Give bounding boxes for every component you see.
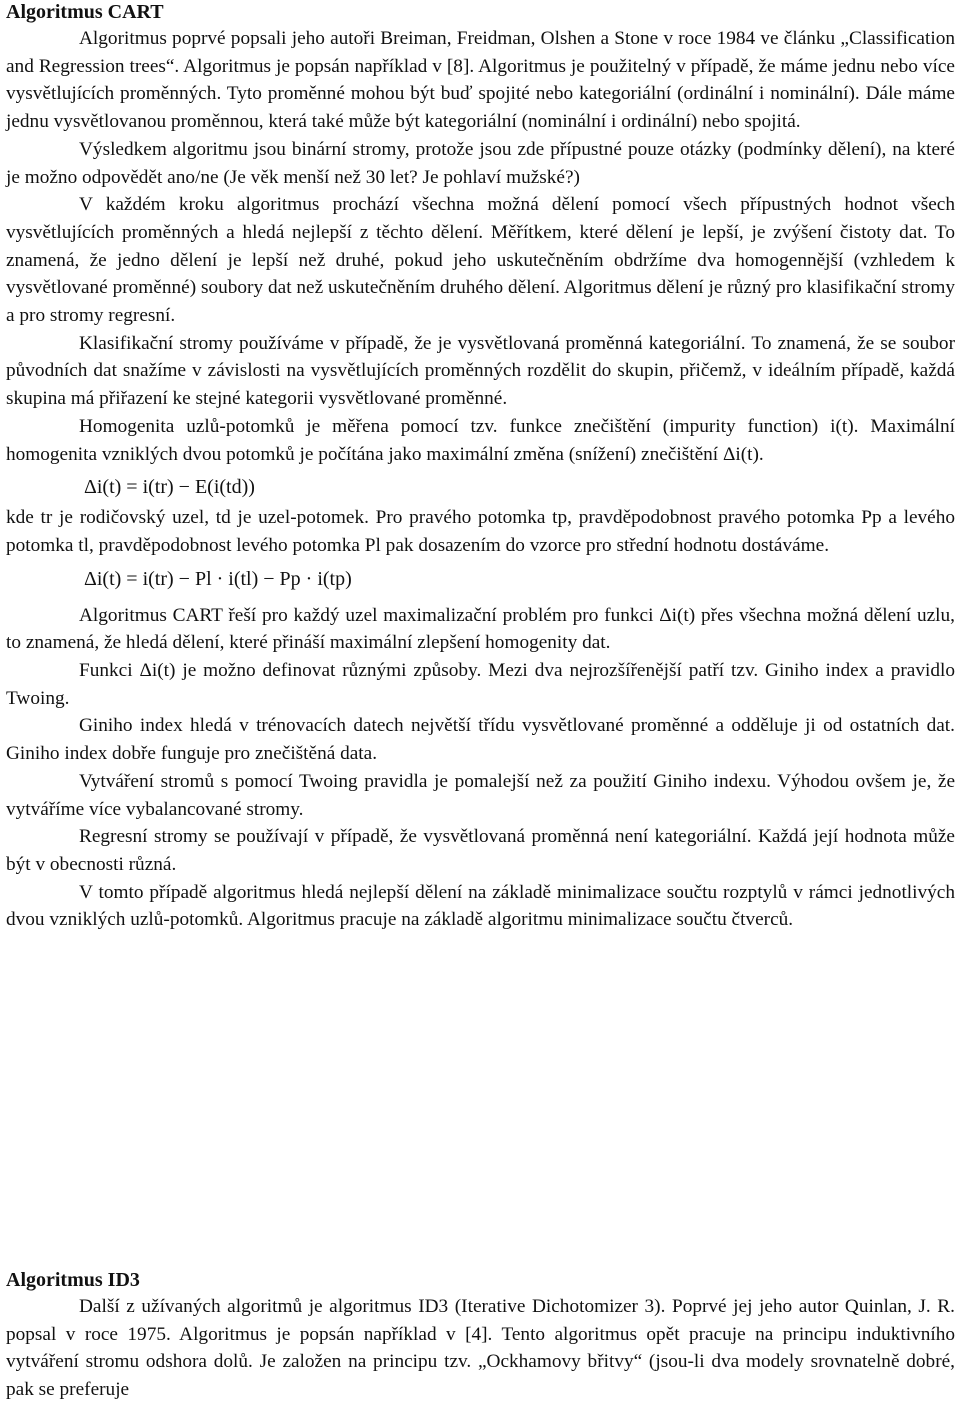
section-cart [6,0,955,934]
paragraph: Vytváření stromů s pomocí Twoing pravidla je pomalejší než za použití Giniho indexu. Výhodou ovšem je, že vytváříme více vybalancované stromy. [6,770,955,820]
formula-delta-impurity: Δi(t) = i(tr) − E(i(td)) [84,476,255,499]
paragraph: V tomto případě algoritmus hledá nejlepší dělení na základě minimalizace součtu rozptylů v rámci jednotlivých dvou vzniklých uzlů-potomků. Algoritmus pracuje na základě algoritmu minimalizace součtu čtverců. [6,881,955,931]
paragraph: Algoritmus CART řeší pro každý uzel maximalizační problém pro funkci Δi(t) přes všechna možná dělení uzlu, to znamená, že hledá dělení, které přináší maximální zlepšení homogenity dat. [6,604,955,654]
paragraph: Klasifikační stromy používáme v případě, že je vysvětlovaná proměnná kategoriální. To znamená, že se soubor původních dat snažíme v závislosti na vysvětlujících proměnných rozdělit do skupin, přičemž, v ideálním případě, každá skupina má přiřazení ke stejné kategorii vysvětlované proměnné. [6,332,955,410]
formula-delta-impurity-expanded: Δi(t) = i(tr) − Pl · i(tl) − Pp · i(tp) [84,567,352,590]
paragraph: Výsledkem algoritmu jsou binární stromy, protože jsou zde přípustné pouze otázky (podmínky dělení), na které je možno odpovědět ano/ne (Je věk menší než 30 let? Je pohlaví mužské?) [6,138,955,188]
paragraph: Giniho index hledá v trénovacích datech největší třídu vysvětlované proměnné a odděluje ji od ostatních dat. Giniho index dobře funguje pro znečištěná data. [6,715,955,765]
paragraph: V každém kroku algoritmus prochází všechna možná dělení pomocí všech přípustných hodnot všech vysvětlujících proměnných a hledá nejlepší z těchto dělení. Měřítkem, které dělení je lepší, je zvýšení čistoty dat. To znamená, že jedno dělení je lepší než druhé, pokud jeho uskutečněním obdržíme dva homogennější (vzhledem k vysvětlované proměnné) soubory dat než uskutečněním druhého dělení. Algoritmus dělení je různý pro klasifikační stromy a pro stromy regresní. [6,194,955,327]
section-title: Algoritmus ID3 [6,1269,140,1291]
paragraph: Funkci Δi(t) je možno definovat různými způsoby. Mezi dva nejrozšířenější patří tzv. Giniho index a pravidlo Twoing. [6,660,955,709]
section-id3 [6,1267,955,1404]
paragraph: kde tr je rodičovský uzel, td je uzel-potomek. Pro pravého potomka tp, pravděpodobnost pravého potomka Pp a levého potomka tl, pravděpodobnost levého potomka Pl pak dosazením do vzorce pro střední hodnotu dostáváme. [6,507,955,556]
paragraph: Homogenita uzlů-potomků je měřena pomocí tzv. funkce znečištění (impurity function) i(t). Maximální homogenita vzniklých dvou potomků je počítána jako maximální změna (snížení) znečištění Δi(t). [6,415,955,465]
paragraph: Regresní stromy se používají v případě, že vysvětlovaná proměnná není kategoriální. Každá její hodnota může být v obecnosti různá. [6,826,955,875]
paragraph: Další z užívaných algoritmů je algoritmus ID3 (Iterative Dichotomizer 3). Poprvé jej jeho autor Quinlan, J. R. popsal v roce 1975. Algoritmus je popsán například v [4]. Tento algoritmus opět pracuje na principu induktivního vytváření stromu odshora dolů. Je založen na principu tzv. „Ockhamovy břitvy“ (jsou-li dva modely srovnatelně dobré, pak se preferuje [6,1296,955,1401]
paragraph: Algoritmus poprvé popsali jeho autoři Breiman, Freidman, Olshen a Stone v roce 1984 ve článku „Classification and Regression trees“. Algoritmus je popsán například v [8]. Algoritmus je použitelný v případě, že máme jednu nebo více vysvětlujících proměnných. Tyto proměnné mohou být buď spojité nebo kategoriální (ordinální i nominální). Dále máme jednu vysvětlovanou proměnnou, která také může být kategoriální (nominální i ordinální) nebo spojitá. [6,28,955,133]
section-title: Algoritmus CART [6,1,164,23]
